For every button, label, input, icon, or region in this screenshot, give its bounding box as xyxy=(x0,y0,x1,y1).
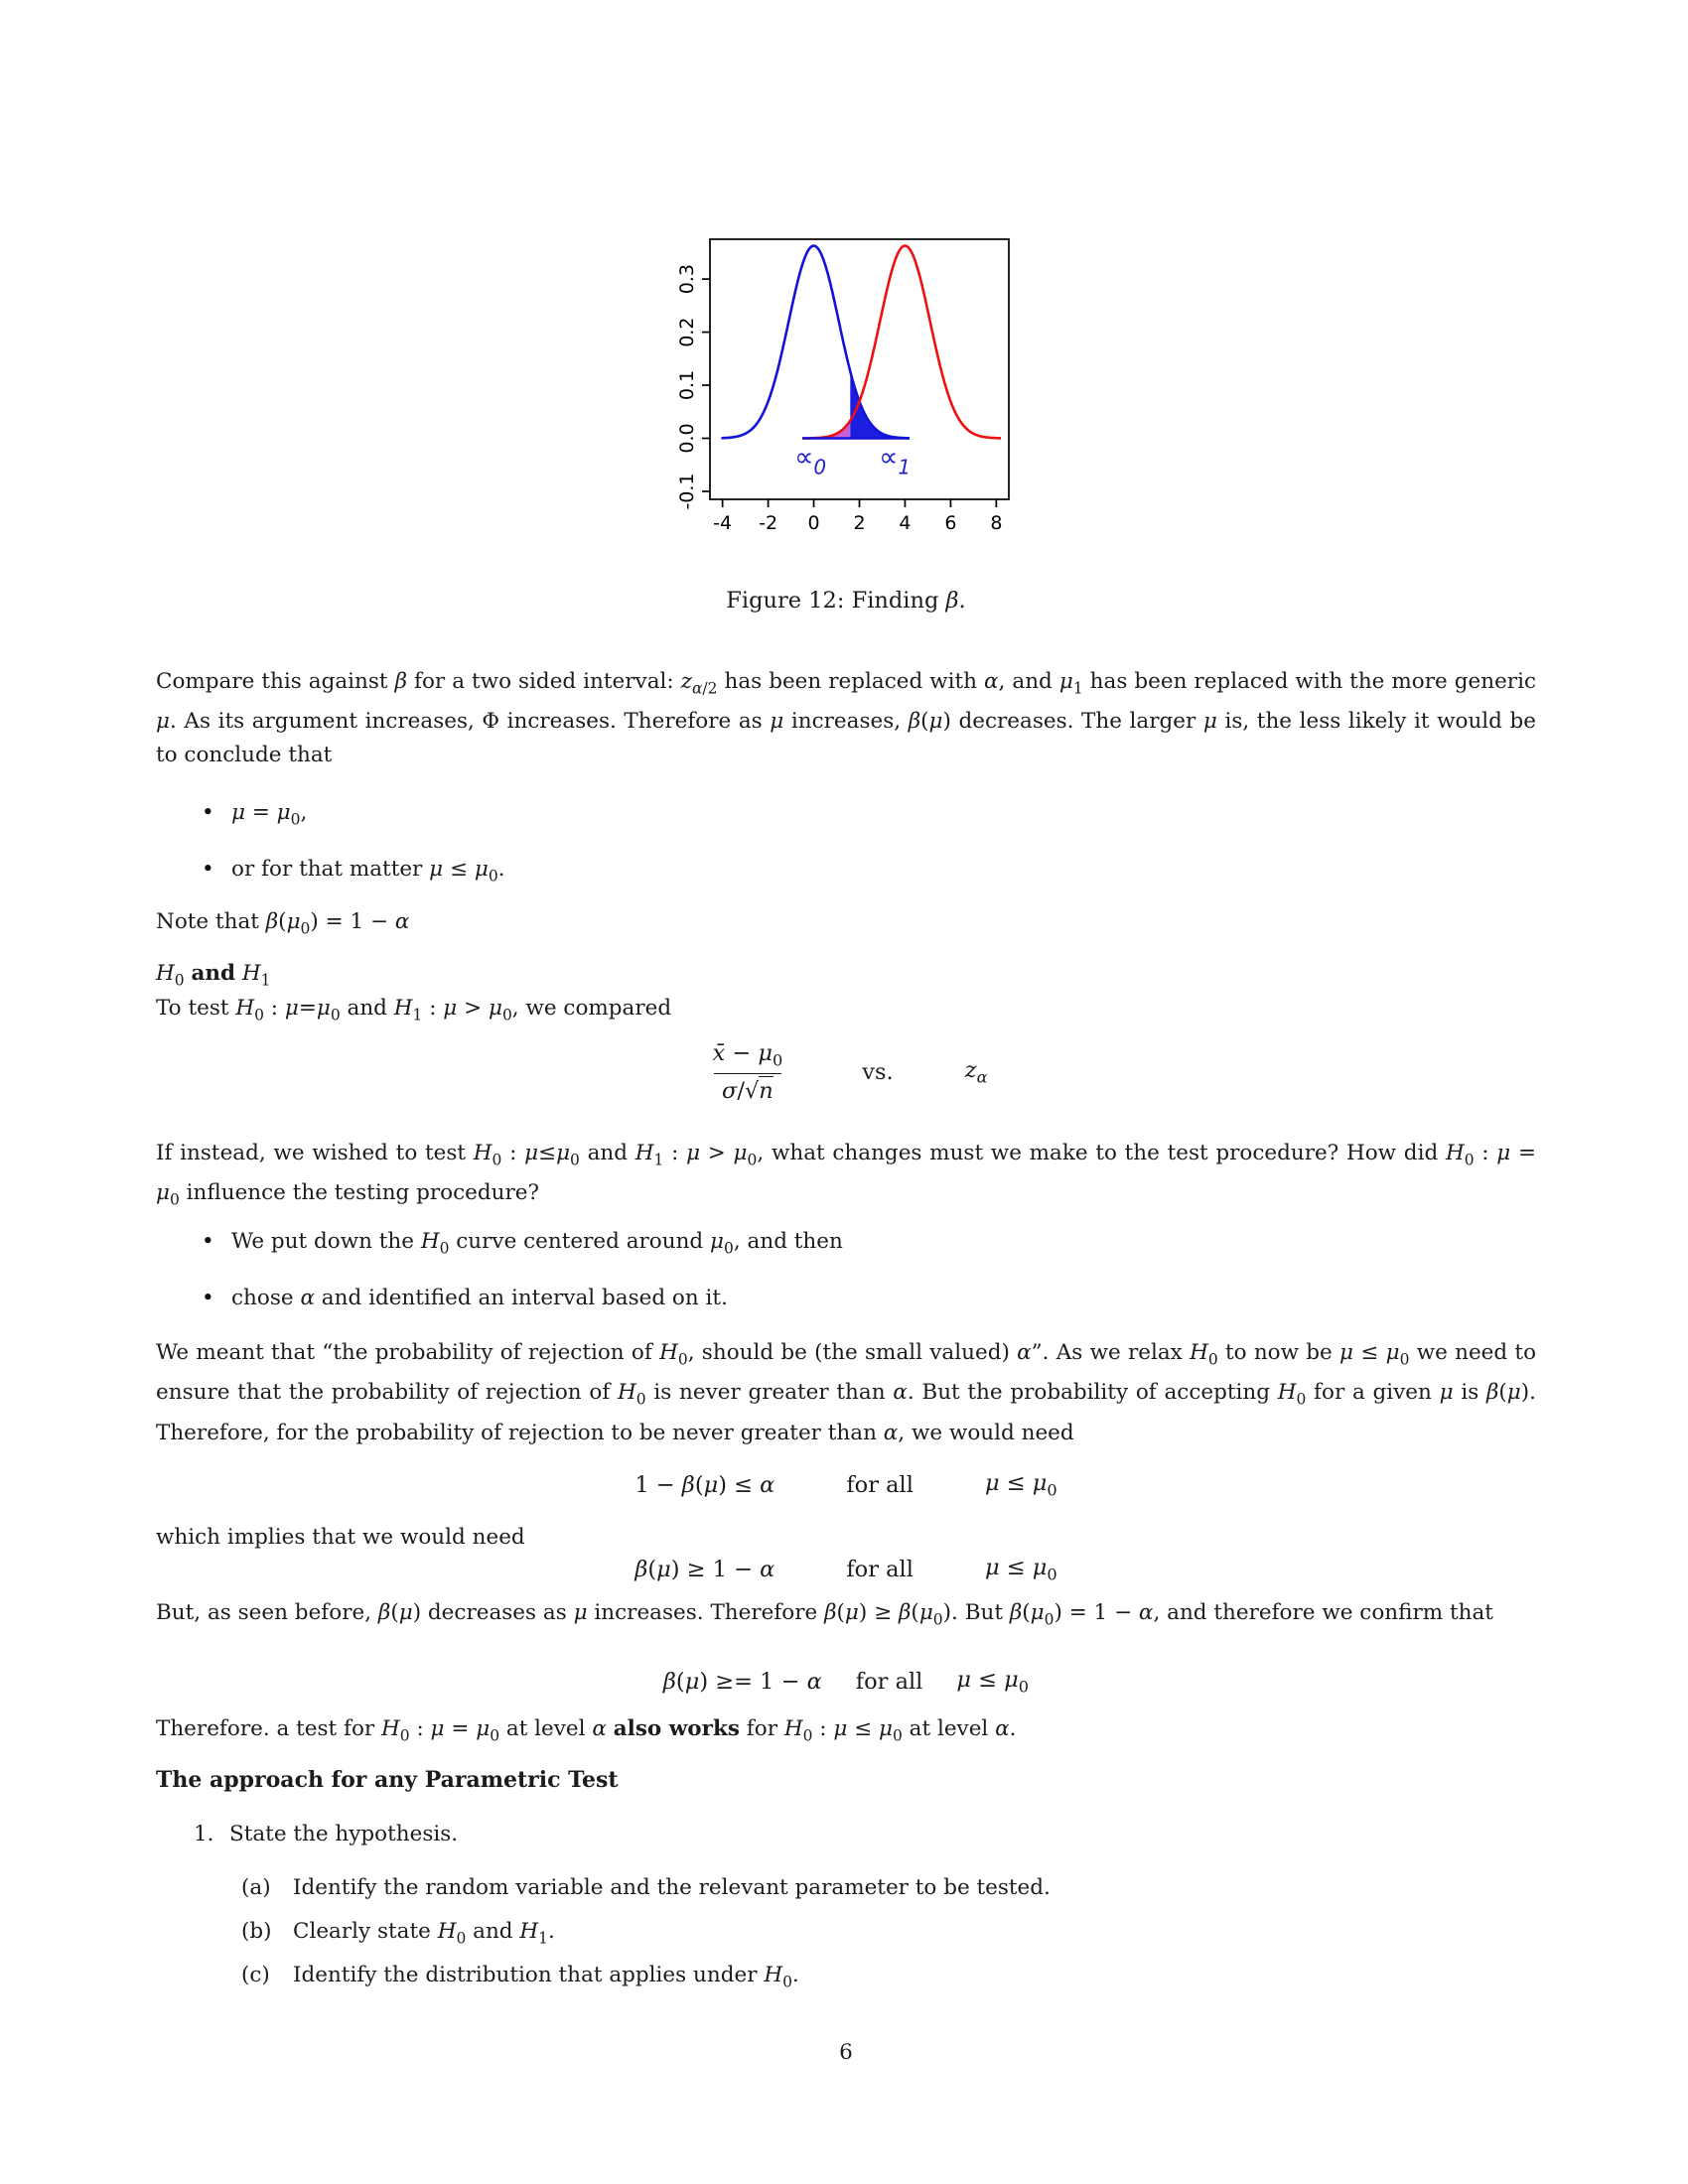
bullet-icon: • xyxy=(202,857,214,882)
list-item-1: 1. State the hypothesis. xyxy=(194,1822,459,1846)
svg-text:∝1: $\propto_1$ xyxy=(879,442,912,479)
svg-text:-4: -4 xyxy=(713,512,733,534)
paragraph-which-implies: which implies that we would need xyxy=(156,1525,525,1550)
list-label: (c) xyxy=(241,1963,270,1987)
svg-text:6: 6 xyxy=(944,512,957,534)
paragraph-but-as-seen: But, as seen before, β(μ) decreases as μ increases. Therefore $\beta(\mu) \ge \beta(\mu_0)$. But $\beta(\mu_0) = 1 - \alpha$, and therefore we confirm that xyxy=(156,1600,1493,1629)
figure-plot xyxy=(659,223,1013,556)
paragraph-we-meant: We meant that “the probability of rejection of $H_0$, should be (the small valued) α”. As we relax $H_0$ to now be $\mu \le \mu_0$ we need to ensure that the probability of rejection of $H_0$ is never greater than α. But the probability of accepting $H_0$ for a given μ is β(μ). Therefore, for the probability of rejection to be never greater than α, we would need xyxy=(156,1340,1537,1445)
svg-text:0.0: 0.0 xyxy=(676,423,699,454)
note-beta-mu0: Note that $\beta(\mu_0) = 1 - \alpha$ xyxy=(156,909,410,938)
h0-h1-subheading: $H_0$ and $H_1$ xyxy=(156,961,271,990)
z-alpha: $z_\alpha$ xyxy=(964,1057,988,1087)
paragraph-if-instead: If instead, we wished to test $H_0$ : $\mu\le\mu_0$ and $H_1$ : $\mu > \mu_0$, what changes must we make to the test procedure? How did $H_0$ : $\mu = \mu_0$ influence the testing procedure? xyxy=(156,1141,1536,1209)
svg-text:0: 0 xyxy=(807,512,820,534)
svg-text:4: 4 xyxy=(899,512,912,534)
paragraph-therefore-test: Therefore. a test for $H_0$ : $\mu = \mu_0$ at level α also works for $H_0$ : $\mu \le \mu_0$ at level α. xyxy=(156,1716,1017,1745)
svg-text:8: 8 xyxy=(990,512,1003,534)
svg-text:2: 2 xyxy=(853,512,866,534)
figure-caption: Figure 12: Finding β. xyxy=(726,588,966,614)
svg-text:-2: -2 xyxy=(759,512,778,534)
list-label: (a) xyxy=(241,1875,271,1900)
bullet-item-chose-alpha: • chose α and identified an interval based on it. xyxy=(202,1286,728,1310)
bullet-icon: • xyxy=(202,1229,214,1254)
svg-text:-0.1: -0.1 xyxy=(675,473,698,510)
paragraph-compare-two-sided: Compare this against β for a two sided interval: $z_{\alpha/2}$ has been replaced with α, and $\mu_1$ has been replaced with the more generic μ. As its argument increases, Φ increases. Therefore as μ increases, β(μ) decreases. The larger μ is, the less likely it would be to conclude that xyxy=(156,669,1537,768)
bullet-item-mu-equals: • $\mu = \mu_0$, xyxy=(202,800,308,829)
svg-text:0.3: 0.3 xyxy=(676,263,699,295)
vs-label: vs. xyxy=(862,1059,894,1085)
equation-beta-geq: β(μ) ≥ 1 − α for all $\mu \le \mu_0$ xyxy=(634,1555,1057,1584)
svg-text:∝0: $\propto_0$ xyxy=(794,442,827,479)
paragraph-to-test: To test $H_0$ : $\mu=\mu_0$ and $H_1$ : $\mu > \mu_0$, we compared xyxy=(156,996,672,1024)
fraction: $\frac{x̄ - \mu_0}{\sigma/√n}$ xyxy=(712,1039,783,1105)
svg-text:0.2: 0.2 xyxy=(675,317,698,347)
equation-beta-geq-confirm: β(μ) ≥= 1 − α for all $\mu \le \mu_0$ xyxy=(662,1667,1030,1697)
bullet-icon: • xyxy=(202,800,214,825)
equation-test-statistic xyxy=(156,1034,1536,1110)
section-heading-parametric-test: The approach for any Parametric Test xyxy=(156,1767,619,1793)
bullet-icon: • xyxy=(202,1286,214,1310)
page-number: 6 xyxy=(839,2040,853,2065)
list-number: 1. xyxy=(194,1822,214,1846)
bullet-item-mu-leq: • or for that matter $\mu \le \mu_0$. xyxy=(202,857,505,886)
list-item-1a: (a) Identify the random variable and the relevant parameter to be tested. xyxy=(241,1875,1051,1900)
equation-one-minus-beta: 1 − β(μ) ≤ α for all $\mu \le \mu_0$ xyxy=(634,1470,1057,1500)
list-label: (b) xyxy=(241,1919,272,1944)
svg-text:0.1: 0.1 xyxy=(676,369,699,401)
list-item-1b: (b) Clearly state $H_0$ and $H_1$. xyxy=(241,1919,555,1948)
list-item-1c: (c) Identify the distribution that applies under $H_0$. xyxy=(241,1963,799,1991)
bullet-item-put-down-curve: • We put down the $H_0$ curve centered around $\mu_0$, and then xyxy=(202,1229,843,1258)
